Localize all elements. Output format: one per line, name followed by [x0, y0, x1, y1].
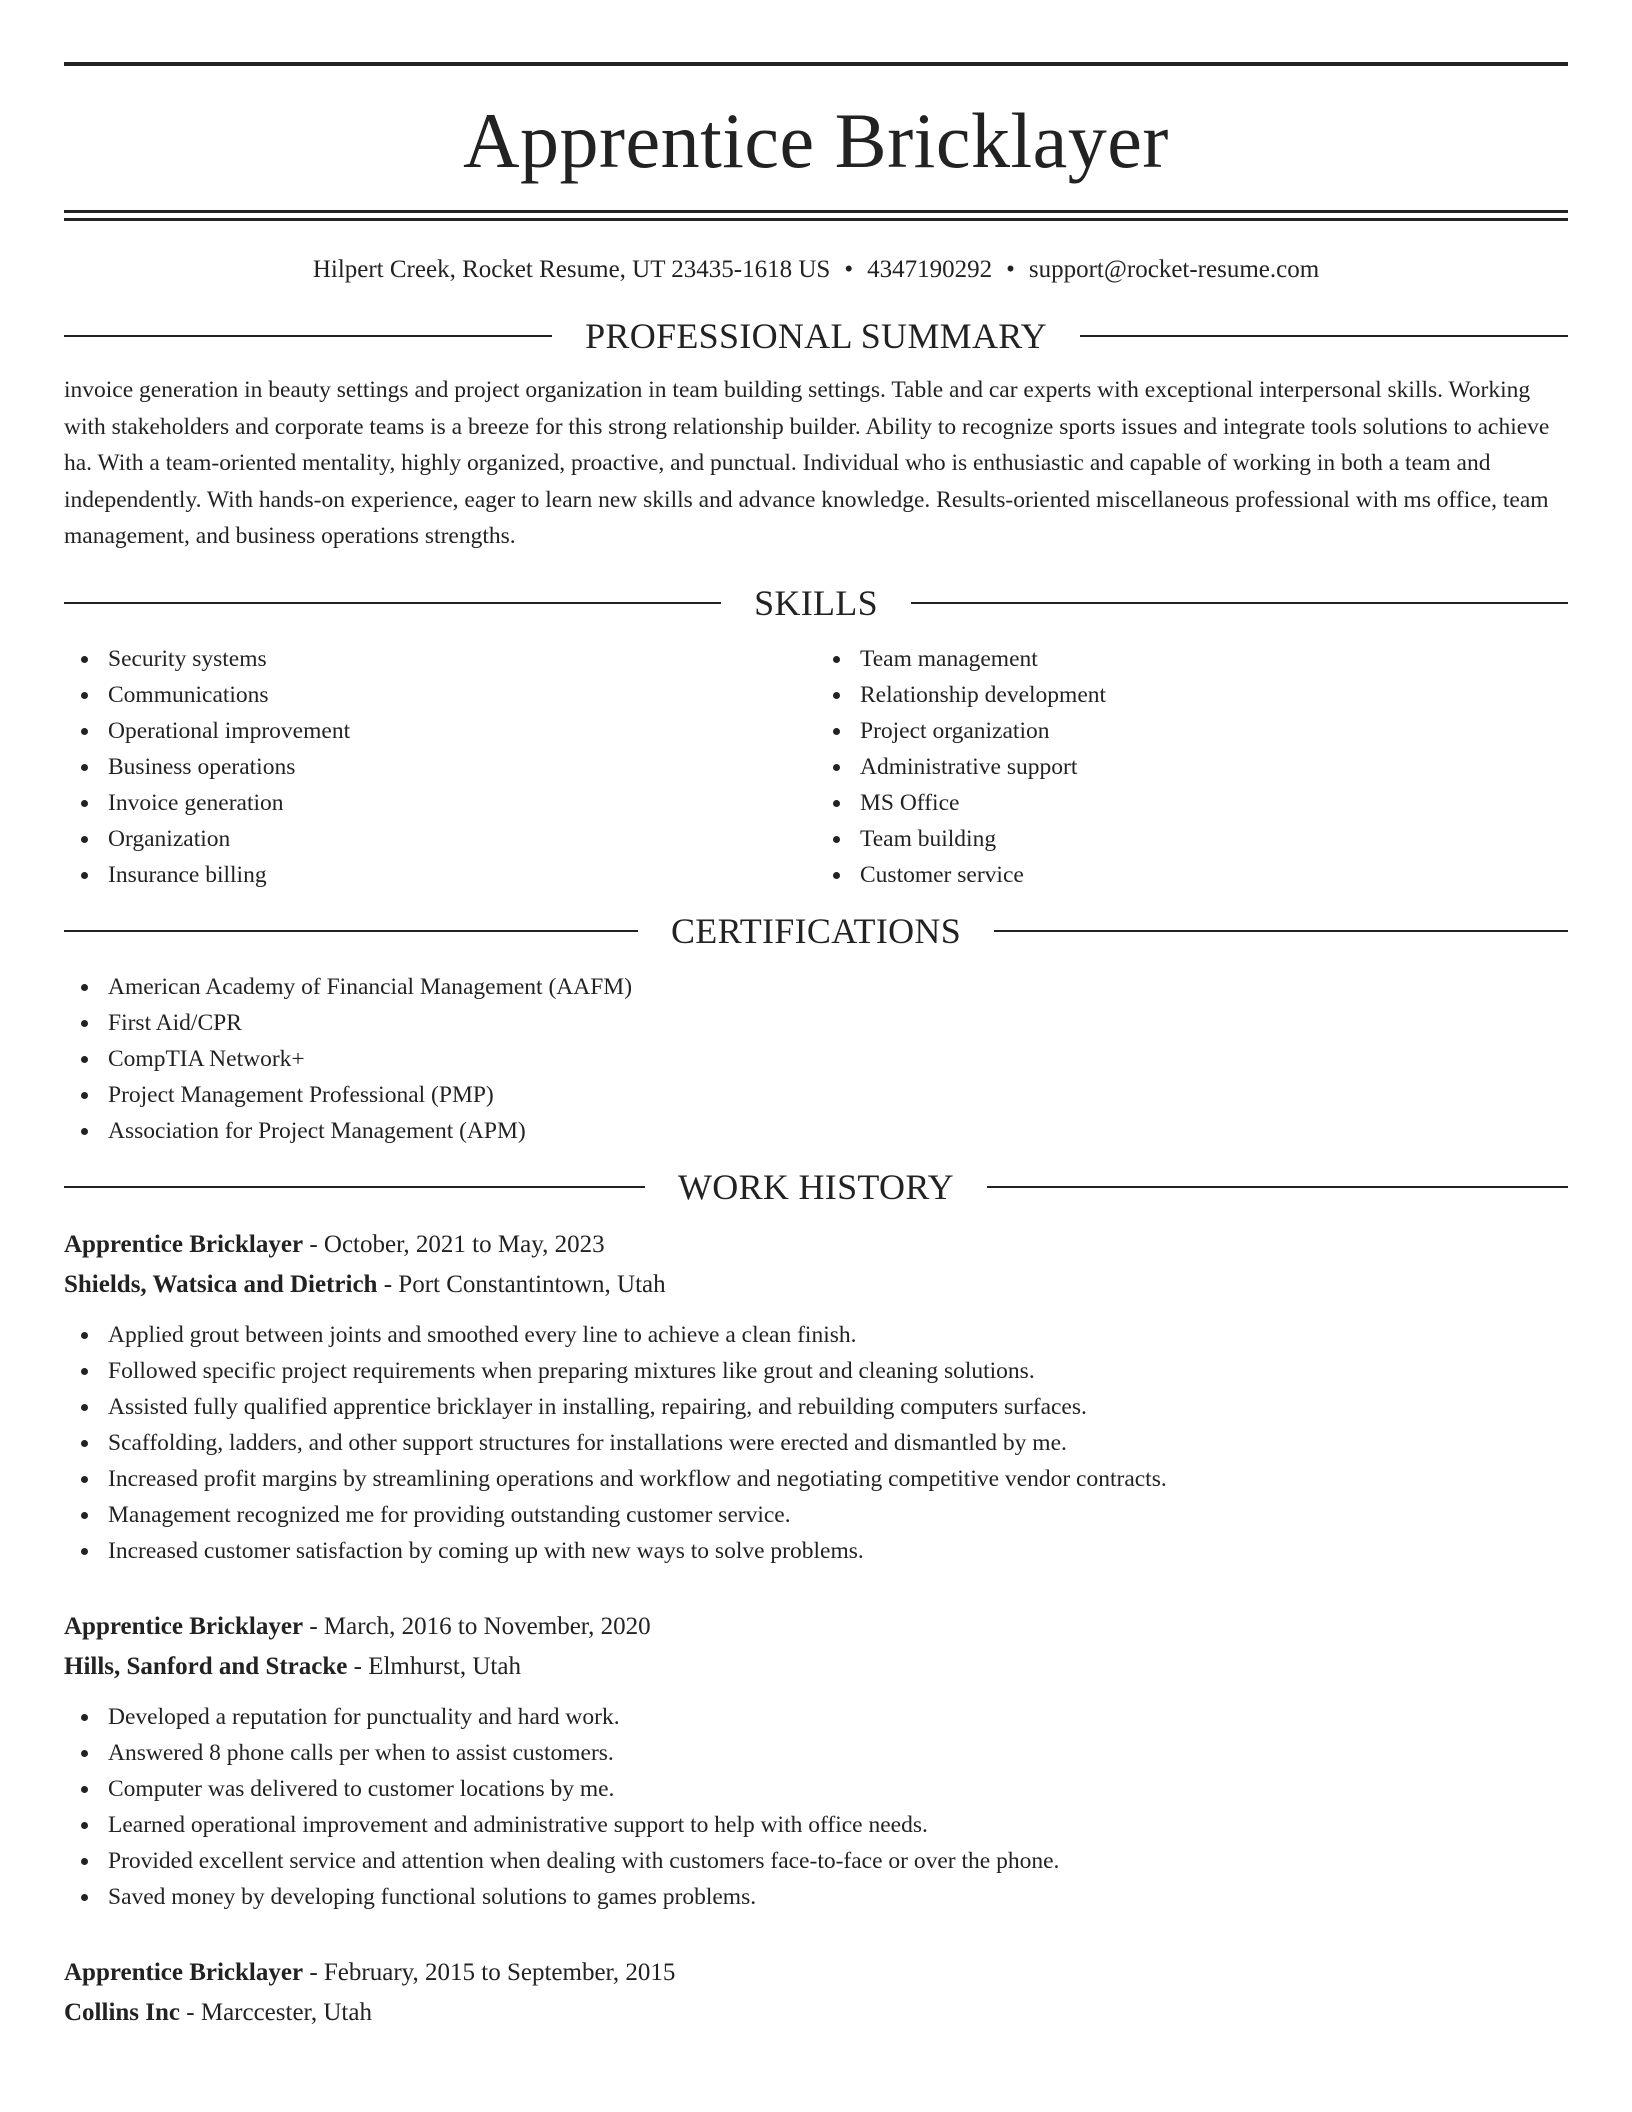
certification-item: Project Management Professional (PMP) [64, 1077, 1568, 1113]
job-company-line [64, 1265, 1568, 1305]
section-heading-summary [64, 318, 1568, 354]
job-bullet: Applied grout between joints and smoothed every line to achieve a clean finish. [64, 1317, 1568, 1353]
section-heading-work-history [64, 1166, 1568, 1207]
skill-item: Security systems [64, 641, 816, 677]
job-company: Shields, Watsica and Dietrich [64, 1270, 378, 1298]
contact-email: support@rocket-resume.com [1028, 256, 1320, 283]
job-bullet: Assisted fully qualified apprentice bricklayer in installing, repairing, and rebuilding computers surfaces. [64, 1389, 1568, 1425]
job-company-line [64, 1647, 1568, 1687]
skill-item: Customer service [816, 857, 1568, 893]
heading-rule [64, 1186, 645, 1188]
job-bullet: Followed specific project requirements when preparing mixtures like grout and cleaning solutions. [64, 1353, 1568, 1389]
job-title-line [64, 1607, 1568, 1647]
section-title: PROFESSIONAL SUMMARY [585, 316, 1047, 356]
job-title-line [64, 1225, 1568, 1265]
job-bullet: Provided excellent service and attention when dealing with customers face-to-face or over the phone. [64, 1843, 1568, 1879]
heading-rule [911, 602, 1568, 604]
job-bullets [64, 1699, 1568, 1915]
certification-item: First Aid/CPR [64, 1005, 1568, 1041]
job-bullet: Learned operational improvement and administrative support to help with office needs. [64, 1807, 1568, 1843]
section-title: WORK HISTORY [678, 1166, 954, 1207]
job-title-line [64, 1953, 1568, 1993]
skill-item: Organization [64, 821, 816, 857]
skill-item: Administrative support [816, 749, 1568, 785]
skill-item: Business operations [64, 749, 816, 785]
skills-column-left [64, 641, 816, 893]
summary-text: invoice generation in beauty settings and project organization in team building settings. Table and car experts with exceptional interpersonal skills. Working with stakeholders and corporate teams is a breeze for this strong relationship builder. Ability to recognize sports issues and integrate tools solutions to achieve ha. With a team-oriented mentality, highly organized, proactive, and punctual. Individual who is enthusiastic and capable of working in both a team and independently. With hands-on experience, eager to learn new skills and advance knowledge. Results-oriented miscellaneous professional with ms office, team management, and business operations strengths. [64, 377, 1550, 549]
job-entry [64, 1607, 1568, 1915]
certifications-list [64, 969, 1568, 1149]
section-heading-certifications [64, 910, 1568, 951]
work-history-list [64, 1225, 1568, 2033]
heading-rule [994, 930, 1568, 932]
heading-rule [64, 335, 552, 337]
skill-bullets [816, 641, 1568, 893]
job-bullet: Developed a reputation for punctuality and hard work. [64, 1699, 1568, 1735]
contact-line [64, 257, 1568, 282]
contact-address: Hilpert Creek, Rocket Resume, UT 23435-1618 US [312, 256, 831, 283]
job-bullet: Computer was delivered to customer locations by me. [64, 1771, 1568, 1807]
skills-column-right [816, 641, 1568, 893]
job-entry [64, 1225, 1568, 1569]
certification-bullets [64, 969, 1568, 1149]
job-location: - Elmhurst, Utah [347, 1652, 521, 1680]
section-heading-skills [64, 582, 1568, 623]
certification-item: Association for Project Management (APM) [64, 1113, 1568, 1149]
contact-separator: • [844, 256, 854, 283]
heading-rule [987, 1186, 1568, 1188]
skill-item: Relationship development [816, 677, 1568, 713]
heading-rule [64, 602, 721, 604]
certification-item: CompTIA Network+ [64, 1041, 1568, 1077]
job-bullet: Increased profit margins by streamlining operations and workflow and negotiating competitive vendor contracts. [64, 1461, 1568, 1497]
job-company: Collins Inc [64, 1998, 181, 2026]
heading-rule [64, 930, 638, 932]
job-location: - Marccester, Utah [180, 1998, 372, 2026]
page-title: Apprentice Bricklayer [463, 97, 1169, 184]
skill-bullets [64, 641, 816, 893]
job-entry [64, 1953, 1568, 2033]
contact-separator: • [1006, 256, 1015, 283]
job-title: Apprentice Bricklayer [64, 1958, 304, 1986]
skill-item: Project organization [816, 713, 1568, 749]
section-title: CERTIFICATIONS [670, 910, 962, 951]
job-title: Apprentice Bricklayer [64, 1612, 304, 1640]
skill-item: Team building [816, 821, 1568, 857]
title-rule-lower [64, 218, 1568, 221]
job-title: Apprentice Bricklayer [64, 1230, 304, 1258]
contact-phone: 4347190292 [867, 256, 993, 283]
job-bullet: Increased customer satisfaction by coming up with new ways to solve problems. [64, 1533, 1568, 1569]
heading-rule [1080, 335, 1568, 337]
skill-item: Insurance billing [64, 857, 816, 893]
title-rule-upper [64, 210, 1568, 213]
job-dates: - October, 2021 to May, 2023 [303, 1230, 605, 1258]
skill-item: Operational improvement [64, 713, 816, 749]
job-bullet: Scaffolding, ladders, and other support structures for installations were erected and dismantled by me. [64, 1425, 1568, 1461]
certification-item: American Academy of Financial Management (AAFM) [64, 969, 1568, 1005]
job-company: Hills, Sanford and Stracke [64, 1652, 348, 1680]
job-bullet: Answered 8 phone calls per when to assist customers. [64, 1735, 1568, 1771]
top-rule [64, 62, 1568, 66]
job-bullet: Management recognized me for providing outstanding customer service. [64, 1497, 1568, 1533]
job-dates: - March, 2016 to November, 2020 [303, 1612, 651, 1640]
job-company-line [64, 1993, 1568, 2033]
skill-item: Communications [64, 677, 816, 713]
job-location: - Port Constantintown, Utah [377, 1270, 666, 1298]
skill-item: MS Office [816, 785, 1568, 821]
skill-item: Invoice generation [64, 785, 816, 821]
job-bullet: Saved money by developing functional solutions to games problems. [64, 1879, 1568, 1915]
skills-list [64, 641, 1568, 893]
section-title: SKILLS [754, 582, 878, 623]
job-bullets [64, 1317, 1568, 1569]
skill-item: Team management [816, 641, 1568, 677]
job-dates: - February, 2015 to September, 2015 [303, 1958, 676, 1986]
